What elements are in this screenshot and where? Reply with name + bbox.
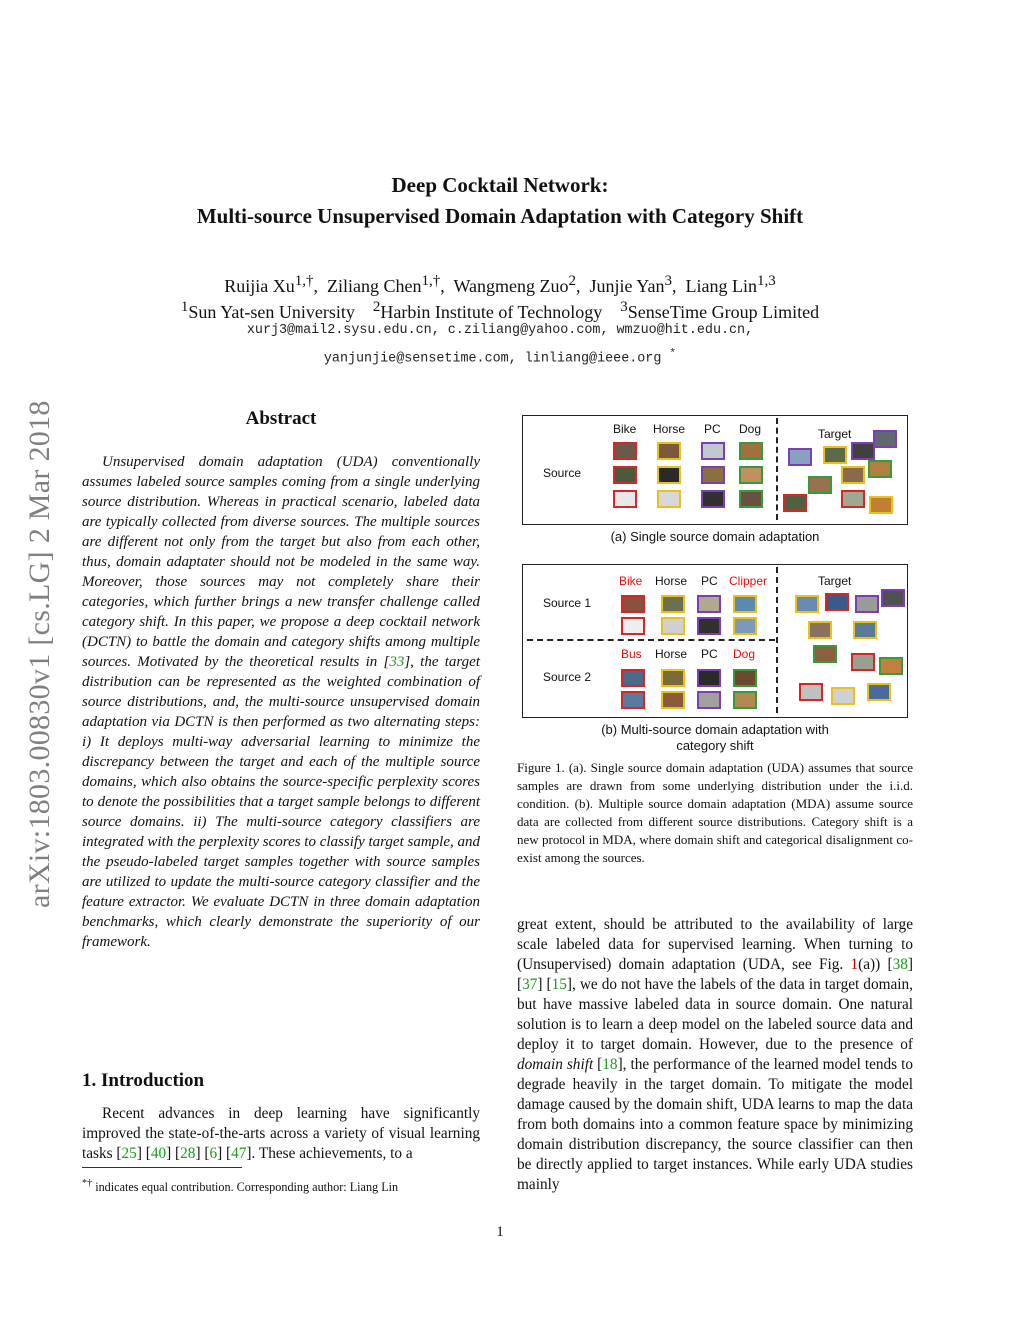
thumb-image (841, 466, 865, 484)
intro-right-text: great extent, should be attributed to the availability of large scale labeled data for supervised learning. When turning to (Unsupervised) domain adaptation (UDA, see Fig. 1(a)) [38] [37] [15], we do not have the labels of the data in target domain, but have massive labeled data in source domain. One natural solution is to learn a deep model on the labeled source data and deploy it to target domain. However, due to the presence of domain shift [18], the performance of the learned model tends to degrade heavily in the target domain. To mitigate the model damage caused by the domain shift, UDA learns to map the data from both domains into a common feature space by minimizing domain distribution discrepancy, the source classifier can then be directly applied to target instances. While early UDA studies mainly (517, 916, 914, 1193)
footnote-rule (82, 1167, 242, 1168)
citation-link[interactable]: 47 (231, 1145, 247, 1162)
fig-b-s1-cat-pc: PC (701, 574, 718, 588)
thumb-image (621, 691, 645, 709)
thumb-image (701, 442, 725, 460)
thumb-image (613, 442, 637, 460)
thumb-image (621, 595, 645, 613)
thumb-image (621, 617, 645, 635)
footnote: *† indicates equal contribution. Corresponding author: Liang Lin (82, 1178, 399, 1195)
intro-heading: 1. Introduction (82, 1070, 205, 1091)
thumb-image (808, 476, 832, 494)
thumb-image (739, 466, 763, 484)
fig-a-target-label: Target (818, 427, 852, 441)
thumb-image (881, 589, 905, 607)
thumb-image (697, 595, 721, 613)
fig-b-s1-cat-clipper: Clipper (729, 574, 768, 588)
abstract-body: Unsupervised domain adaptation (UDA) conventionally assumes labeled source samples coming from a single underlying source distribution. Whereas in practical scenario, labeled data are typically collected from diverse sources. The multiple sources are different not only from the target but also from each other, thus, domain adaptater should not be modeled in the same way. Moreover, those sources may not completely share their categories, which further brings a new transfer challenge called category shift. In this paper, we propose a deep cocktail network (DCTN) to battle the domain and category shifts among multiple sources. Motivated by the theoretical results in [33], the target distribution can be represented as the weighted combination of source distributions, and, the multi-source unsupervised domain adaptation via DCTN is then performed as two alternating steps: i) It deploys multi-way adversarial learning to minimize the discrepancy between the target and each of the multiple source domains, which also obtains the source-specific perplexity scores to denote the possibilities that a target sample belongs to different source domains. ii) The multi-source category classifiers are integrated with the perplexity scores to classify target sample, and the pseudo-labeled target samples together with source samples are utilized to update the multi-source category classifier and the feature extractor. We evaluate DCTN in three domain adaptation benchmarks, which clearly demonstrate the superiority of our framework. (82, 454, 480, 950)
thumb-image (739, 490, 763, 508)
fig-b-subcaption: (b) Multi-source domain adaptation with category shift (601, 722, 829, 753)
thumb-image (697, 617, 721, 635)
fig-a-cat-bike: Bike (613, 422, 637, 436)
fig-b-s1-cat-bike: Bike (619, 574, 643, 588)
thumb-image (869, 496, 893, 514)
author-1: Ruijia $Xu^{1,\dagger}$ (224, 273, 314, 296)
thumb-image (851, 653, 875, 671)
fig-a-divider (776, 418, 778, 520)
abstract-heading: Abstract (245, 408, 317, 429)
thumb-image (733, 595, 757, 613)
thumb-image (739, 442, 763, 460)
thumb-image (813, 645, 837, 663)
thumb-image (661, 691, 685, 709)
email-line-1: xurj3@mail2.sysu.edu.cn, c.ziliang@yahoo.com, wmzuo@hit.edu.cn, (246, 323, 754, 338)
citation-link[interactable]: 18 (602, 1056, 618, 1073)
thumb-image (733, 669, 757, 687)
thumb-image (701, 490, 725, 508)
fig-a-source-label: Source (543, 466, 582, 480)
thumb-image (823, 446, 847, 464)
thumb-image (873, 430, 897, 448)
thumb-image (661, 669, 685, 687)
figure-1a-panel (522, 415, 908, 525)
thumb-image (701, 466, 725, 484)
fig-b-s2-cat-pc: PC (701, 647, 718, 661)
thumb-image (733, 617, 757, 635)
thumb-image (661, 595, 685, 613)
thumb-image (853, 621, 877, 639)
affiliation-2: $^2$Harbin Institute of Technology (372, 299, 603, 322)
thumb-image (621, 669, 645, 687)
thumb-image (841, 490, 865, 508)
fig-b-divider-vertical (776, 567, 778, 713)
thumb-image (697, 669, 721, 687)
intro-left-text: Recent advances in deep learning have significantly improved the state-of-the-arts across a variety of visual learning tasks [25] [40] [28] [6] [47]. These achievements, to a (82, 1105, 480, 1162)
author-list: Ruijia $Xu^{1,\dagger}$, Ziliang Chen$^{1,\dagger}$, Wangmeng Zuo$^2$, Junjie Yan$^3$, Liang Lin$^{1,3}$ (224, 273, 776, 296)
thumb-image (825, 593, 849, 611)
citation-link[interactable]: 15 (551, 976, 567, 993)
affiliation-1: $^1$Sun Yat-sen University (180, 299, 355, 322)
fig-a-subcaption: (a) Single source domain adaptation (610, 529, 820, 544)
thumb-image (783, 494, 807, 512)
thumb-image (867, 683, 891, 701)
fig-b-s1-cat-horse: Horse (655, 574, 688, 588)
citation-link[interactable]: 37 (522, 976, 538, 993)
citation-link[interactable]: 28 (180, 1145, 196, 1162)
thumb-image (733, 691, 757, 709)
figure-1b-panel (522, 564, 908, 718)
paper-title-line2: Multi-source Unsupervised Domain Adaptation with Category Shift (196, 204, 804, 228)
author-5: Liang Lin$^{1,3}$ (685, 273, 776, 296)
thumb-image (613, 490, 637, 508)
thumb-image (808, 621, 832, 639)
page-number: 1 (496, 1224, 504, 1240)
thumb-image (657, 490, 681, 508)
citation-link[interactable]: 33 (389, 654, 405, 670)
thumb-image (879, 657, 903, 675)
affiliation-3: $^3$SenseTime Group Limited (620, 299, 820, 322)
thumb-image (657, 466, 681, 484)
thumb-image (799, 683, 823, 701)
fig-b-source2-label: Source 2 (543, 670, 592, 684)
paper-title-line1: Deep Cocktail Network: (391, 173, 609, 197)
thumb-image (657, 442, 681, 460)
fig-b-target-label: Target (818, 574, 852, 588)
email-line-2: yanjunjie@sensetime.com, linliang@ieee.org * (323, 348, 677, 367)
thumb-image (788, 448, 812, 466)
figure-1-caption: Figure 1. (a). Single source domain adaptation (UDA) assumes that source samples are drawn from some underlying distribution under the i.i.d. condition. (b). Multiple source domain adaptation (MDA) assume source data are collected from different source distributions. Category shift is a new protocol in MDA, where domain shift and categorical disalignment co-exist among the sources. (517, 760, 913, 865)
citation-link[interactable]: 25 (121, 1145, 137, 1162)
fig-b-s2-cat-bus: Bus (621, 647, 642, 661)
thumb-image (868, 460, 892, 478)
author-2: Ziliang Chen$^{1,\dagger}$ (327, 273, 441, 296)
fig-b-source1-label: Source 1 (543, 596, 592, 610)
thumb-image (795, 595, 819, 613)
arxiv-stamp: arXiv:1803.00830v1 [cs.LG] 2 Mar 2018 (23, 400, 56, 908)
citation-link[interactable]: 6 (209, 1145, 218, 1162)
fig-b-divider-horizontal (527, 639, 775, 641)
citation-link[interactable]: 40 (150, 1145, 167, 1162)
thumb-image (661, 617, 685, 635)
fig-a-cat-pc: PC (704, 422, 721, 436)
fig-b-s2-cat-dog: Dog (733, 647, 756, 661)
thumb-image (831, 687, 855, 705)
citation-link[interactable]: 38 (892, 956, 908, 973)
author-4: Junjie Yan$^3$ (589, 273, 672, 296)
fig-b-s2-cat-horse: Horse (655, 647, 688, 661)
author-3: Wangmeng Zuo$^2$ (453, 273, 576, 296)
fig-a-cat-horse: Horse (653, 422, 686, 436)
figure-ref-link[interactable]: 1 (850, 956, 859, 973)
thumb-image (851, 442, 875, 460)
thumb-image (697, 691, 721, 709)
fig-a-cat-dog: Dog (739, 422, 762, 436)
thumb-image (613, 466, 637, 484)
thumb-image (855, 595, 879, 613)
